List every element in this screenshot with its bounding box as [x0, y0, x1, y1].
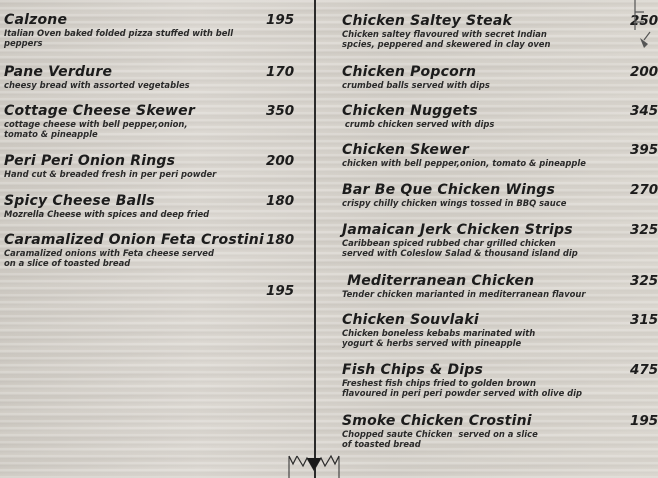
desc-line: tomato & pineapple — [4, 129, 98, 139]
item-price: 195 — [266, 283, 295, 299]
item-description — [4, 28, 233, 48]
item-price: 325 — [630, 222, 658, 238]
item-price: 195 — [630, 413, 658, 429]
item-name: Bar Be Que Chicken Wings — [342, 182, 556, 198]
item-price: 180 — [266, 232, 295, 248]
item-description — [342, 378, 582, 398]
desc-line: Chicken saltey flavoured with secret Indian — [342, 29, 547, 39]
item-name: Fish Chips & Dips — [342, 362, 484, 378]
item-name: Chicken Popcorn — [342, 64, 477, 80]
desc-line: on a slice of toasted bread — [4, 258, 131, 268]
desc-line: chicken with bell pepper,onion, tomato & pineapple — [342, 158, 586, 168]
item-name: Cottage Cheese Skewer — [4, 103, 195, 119]
item-name: Chicken Souvlaki — [342, 312, 479, 328]
item-price: 195 — [266, 12, 295, 28]
item-price: 200 — [630, 64, 658, 80]
item-description — [342, 119, 494, 129]
decorative-corner-icon — [632, 0, 650, 50]
item-name: Caramalized Onion Feta Crostini — [4, 232, 264, 248]
item-name: Chicken Saltey Steak — [342, 13, 513, 29]
item-description — [342, 289, 586, 299]
item-price: 395 — [630, 142, 658, 158]
item-name: Pane Verdure — [4, 64, 113, 80]
item-description — [4, 119, 188, 139]
item-description — [342, 429, 538, 449]
item-price: 345 — [630, 103, 658, 119]
item-price: 315 — [630, 312, 658, 328]
item-name: Spicy Cheese Balls — [4, 193, 155, 209]
desc-line: cheesy bread with assorted vegetables — [4, 80, 190, 90]
desc-line: served with Coleslow Salad & thousand island dip — [342, 248, 578, 258]
desc-line: Caramalized onions with Feta cheese served — [4, 248, 214, 258]
item-description — [342, 238, 578, 258]
desc-line: Freshest fish chips fried to golden brown — [342, 378, 536, 388]
item-price: 475 — [630, 362, 658, 378]
item-description — [4, 209, 209, 219]
desc-line: peppers — [4, 38, 43, 48]
item-description — [342, 328, 535, 348]
desc-line: flavoured in peri peri powder served with olive dip — [342, 388, 583, 398]
item-description — [4, 248, 214, 268]
desc-line: spcies, peppered and skewered in clay oven — [342, 39, 551, 49]
desc-line: Italian Oven baked folded pizza stuffed with bell — [4, 28, 234, 38]
item-price: 180 — [266, 193, 295, 209]
item-name: Calzone — [4, 12, 68, 28]
desc-line: crispy chilly chicken wings tossed in BBQ sauce — [342, 198, 567, 208]
desc-line: yogurt & herbs served with pineapple — [342, 338, 522, 348]
item-description — [342, 198, 566, 208]
item-price: 350 — [266, 103, 295, 119]
desc-line: crumbed balls served with dips — [342, 80, 490, 90]
item-price: 270 — [630, 182, 658, 198]
item-name: Chicken Nuggets — [342, 103, 478, 119]
item-name: Smoke Chicken Crostini — [342, 413, 532, 429]
item-name: Chicken Skewer — [342, 142, 470, 158]
item-description — [342, 158, 586, 168]
item-description — [4, 80, 190, 90]
desc-line: Hand cut & breaded fresh in per peri powder — [4, 169, 217, 179]
column-divider — [314, 0, 316, 478]
desc-line: Mozrella Cheese with spices and deep fried — [4, 209, 210, 219]
item-price: 200 — [266, 153, 295, 169]
item-description — [342, 29, 550, 49]
desc-line: Chicken boneless kebabs marinated with — [342, 328, 536, 338]
item-name: Mediterranean Chicken — [342, 273, 535, 289]
desc-line: of toasted bread — [342, 439, 421, 449]
item-description — [342, 80, 490, 90]
item-price: 325 — [630, 273, 658, 289]
item-price: 170 — [266, 64, 295, 80]
item-price: 250 — [630, 13, 658, 29]
item-name: Jamaican Jerk Chicken Strips — [342, 222, 573, 238]
desc-line: Tender chicken marianted in mediterranean flavour — [342, 289, 586, 299]
desc-line: cottage cheese with bell pepper,onion, — [4, 119, 188, 129]
desc-line: crumb chicken served with dips — [342, 119, 495, 129]
desc-line: Chopped saute Chicken served on a slice — [342, 429, 538, 439]
item-name: Peri Peri Onion Rings — [4, 153, 176, 169]
decorative-ornament-icon — [283, 446, 345, 478]
desc-line: Caribbean spiced rubbed char grilled chicken — [342, 238, 556, 248]
item-description — [4, 169, 216, 179]
